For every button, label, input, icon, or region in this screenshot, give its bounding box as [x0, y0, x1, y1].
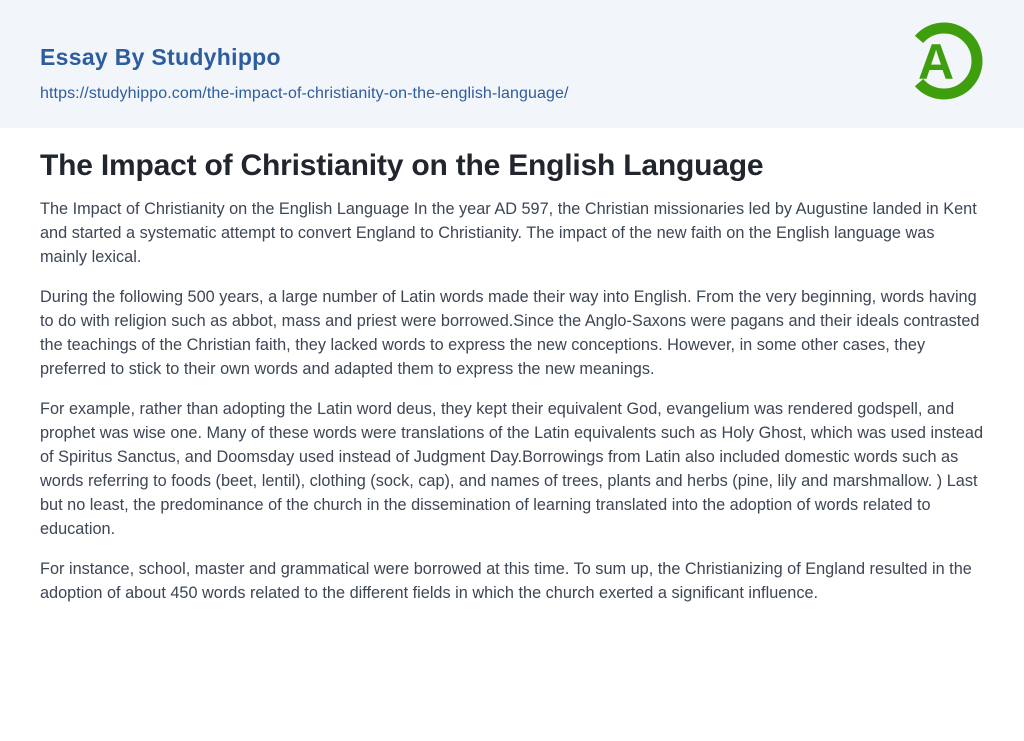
site-title: Essay By Studyhippo: [40, 44, 281, 70]
article-paragraph-1: The Impact of Christianity on the English Language In the year AD 597, the Christian missionaries led by Augustine landed in Kent and started a systematic attempt to convert England to Christianity. The impact of the new faith on the English language was mainly lexical.: [40, 200, 977, 266]
article-paragraph-2: During the following 500 years, a large number of Latin words made their way into English. From the very beginning, words having to do with religion such as abbot, mass and priest were borrowed.Since the Anglo-Saxons were pagans and their ideals contrasted the teachings of the Christian faith, they lacked words to express the new conceptions. However, in some other cases, they preferred to stick to their own words and adapted them to express the new meanings.: [40, 288, 980, 378]
logo-letter: A: [917, 34, 955, 90]
page-url-link[interactable]: https://studyhippo.com/the-impact-of-christianity-on-the-english-language/: [40, 85, 569, 102]
page-title: The Impact of Christianity on the English Language: [40, 149, 764, 182]
article-body: [0, 149, 1024, 605]
article-paragraph-3: For example, rather than adopting the Latin word deus, they kept their equivalent God, evangelium was rendered godspell, and prophet was wise one. Many of these words were translations of the Latin equivalents such as Holy Ghost, which was used instead of Spiritus Sanctus, and Doomsday used instead of Judgment Day.Borrowings from Latin also included domestic words such as words referring to foods (beet, lentil), clothing (sock, cap), and names of trees, plants and herbs (pine, lily and marshmallow. ) Last but no least, the predominance of the church in the dissemination of learning translated into the adoption of words related to education.: [40, 400, 984, 538]
article-paragraph-4: For instance, school, master and grammatical were borrowed at this time. To sum up, the Christianizing of England resulted in the adoption of about 450 words related to the different fields in which the church exerted a significant influence.: [40, 560, 972, 602]
page-header: [0, 0, 1024, 128]
studyhippo-logo: [904, 21, 984, 101]
